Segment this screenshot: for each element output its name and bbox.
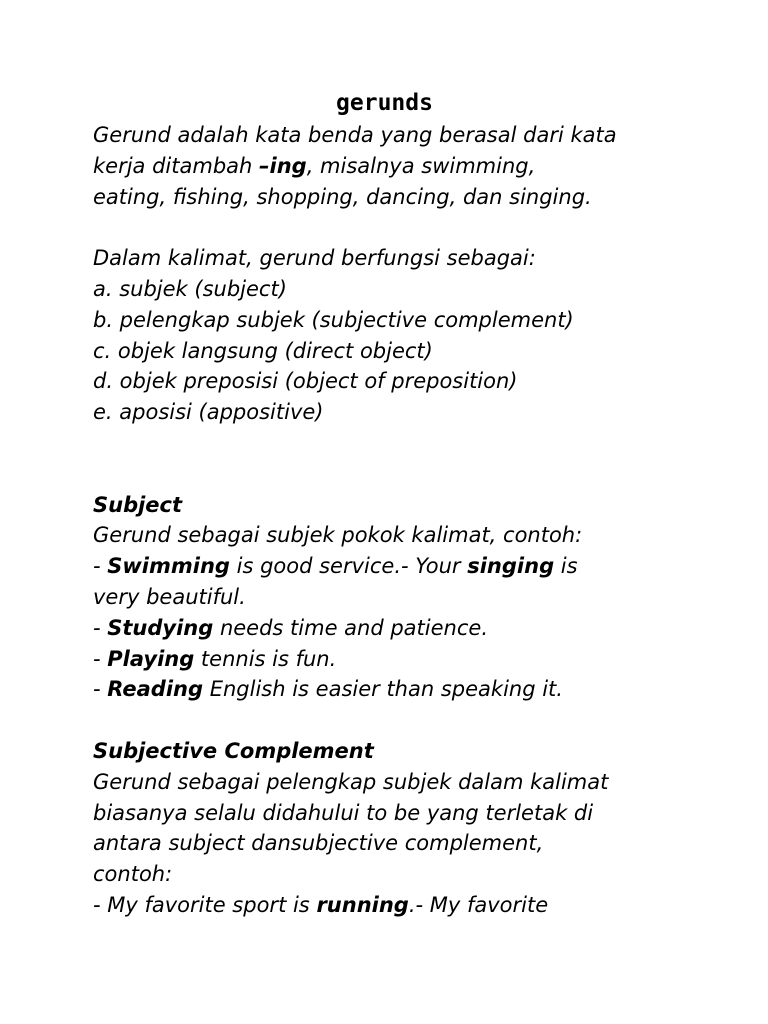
- example-text: .- My favorite: [408, 892, 549, 917]
- ing-suffix: –ing: [259, 153, 307, 178]
- subject-example-3: [93, 644, 693, 675]
- example-text: is: [554, 554, 578, 579]
- document-page: [93, 86, 693, 921]
- intro-line-2-end: , misalnya swimming,: [306, 153, 536, 178]
- intro-line-2: [93, 151, 693, 182]
- subject-example-2: [93, 613, 693, 644]
- example-gerund: Playing: [107, 646, 195, 671]
- subject-description: Gerund sebagai subjek pokok kalimat, contoh:: [93, 523, 583, 548]
- intro-line-3: eating, fishing, shopping, dancing, dan singing.: [93, 184, 592, 209]
- spacer: [93, 428, 693, 490]
- function-item: c. objek langsung (direct object): [93, 338, 433, 363]
- complement-heading: Subjective Complement: [93, 738, 374, 763]
- complement-line: contoh:: [93, 862, 173, 887]
- example-text: is good service.- Your: [229, 554, 468, 579]
- example-dash: -: [93, 677, 108, 702]
- example-gerund: Studying: [107, 615, 214, 640]
- complement-line: Gerund sebagai pelengkap subjek dalam kalimat: [93, 769, 609, 794]
- example-dash: -: [93, 646, 108, 671]
- example-gerund: Reading: [107, 677, 204, 702]
- function-item: d. objek preposisi (object of preposition): [93, 369, 518, 394]
- complement-line: antara subject dansubjective complement,: [93, 831, 544, 856]
- example-gerund: singing: [467, 554, 555, 579]
- complement-line: biasanya selalu didahului to be yang terletak di: [93, 800, 594, 825]
- complement-example-1: [93, 890, 693, 921]
- page-title: gerunds: [336, 90, 433, 116]
- subject-heading: Subject: [93, 492, 183, 517]
- subject-example-4: [93, 674, 693, 705]
- example-dash: -: [93, 615, 108, 640]
- subject-example-1: [93, 551, 693, 582]
- spacer: [93, 705, 693, 736]
- spacer: [93, 212, 693, 243]
- intro-line-2-start: kerja ditambah: [93, 153, 260, 178]
- example-text: needs time and patience.: [213, 615, 488, 640]
- example-dash: -: [93, 554, 108, 579]
- functions-intro: Dalam kalimat, gerund berfungsi sebagai:: [93, 246, 536, 271]
- intro-line-1: Gerund adalah kata benda yang berasal dari kata: [93, 123, 617, 147]
- example-text: English is easier than speaking it.: [203, 677, 563, 702]
- example-text: - My favorite sport is: [93, 892, 317, 917]
- function-item: a. subjek (subject): [93, 276, 287, 301]
- example-text: tennis is fun.: [194, 646, 337, 671]
- function-item: b. pelengkap subjek (subjective complement): [93, 307, 574, 332]
- example-gerund: Swimming: [107, 554, 230, 579]
- function-item: e. aposisi (appositive): [93, 400, 324, 425]
- example-gerund: running: [316, 892, 409, 917]
- subject-example-1-cont: very beautiful.: [93, 584, 246, 609]
